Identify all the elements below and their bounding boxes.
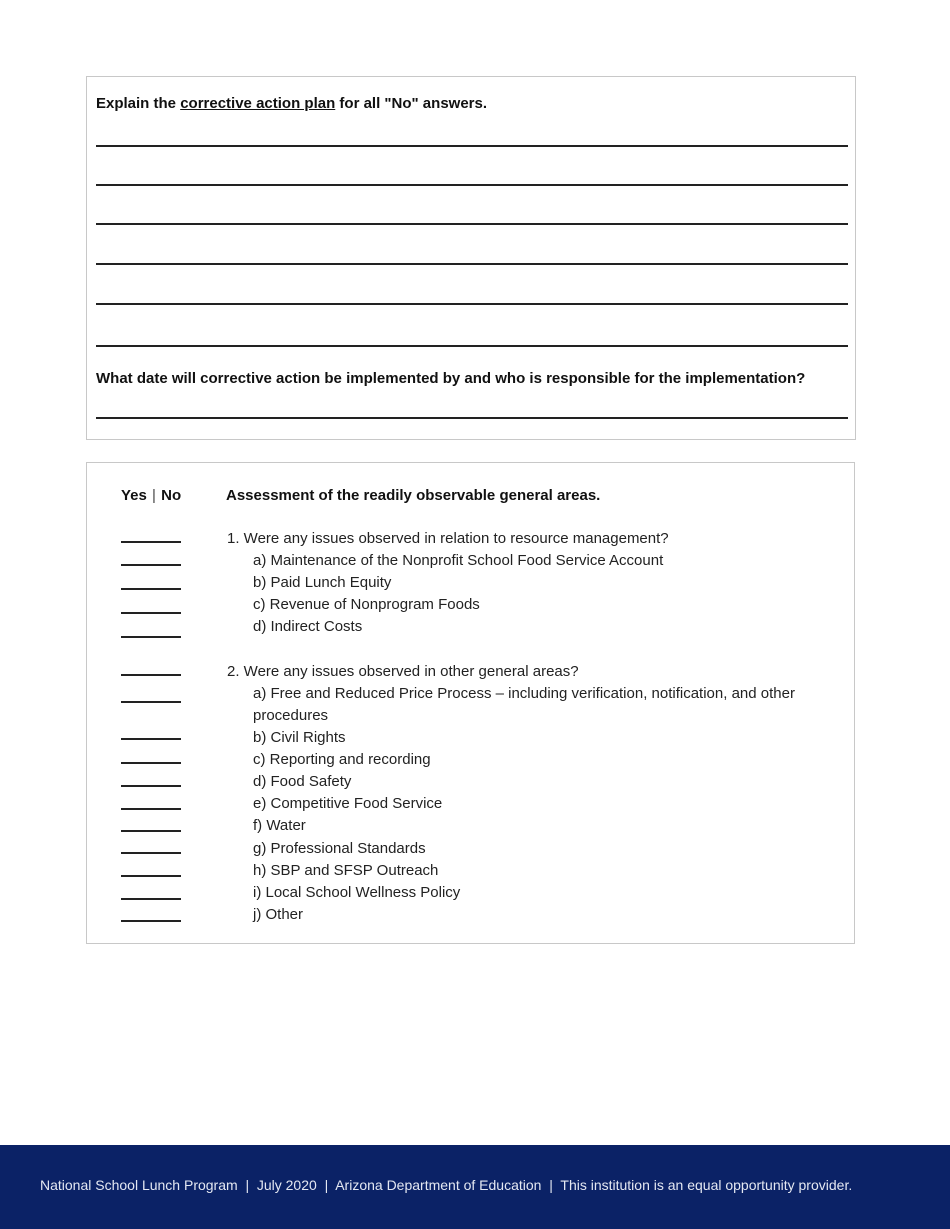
answer-line-q2[interactable] <box>121 674 181 676</box>
q2-item-f: f) Water <box>253 817 306 834</box>
plan-write-line[interactable] <box>96 345 848 347</box>
q2-item-j: j) Other <box>253 906 304 923</box>
implementation-write-line[interactable] <box>96 417 848 419</box>
q2-item-b: b) Civil Rights <box>253 729 346 746</box>
plan-write-line[interactable] <box>96 223 848 225</box>
assessment-section <box>86 462 855 944</box>
answer-line-q2c[interactable] <box>121 762 181 764</box>
prompt-suffix: for all "No" answers. <box>335 95 488 112</box>
yes-no-header <box>121 487 181 504</box>
prompt-prefix: Explain the <box>96 95 181 112</box>
corrective-plan-prompt <box>96 95 487 112</box>
corrective-action-plan-link: corrective action plan <box>180 95 336 112</box>
plan-write-line[interactable] <box>96 303 848 305</box>
question-1: 1. Were any issues observed in relation to resource management? <box>227 530 669 547</box>
q1-item-d: d) Indirect Costs <box>253 618 363 635</box>
assessment-title: Assessment of the readily observable general areas. <box>226 487 601 504</box>
answer-line-q2g[interactable] <box>121 852 181 854</box>
answer-line-q2a[interactable] <box>121 701 181 703</box>
no-label: No <box>161 487 182 504</box>
yes-no-separator: | <box>152 487 156 504</box>
page-footer <box>0 1145 950 1229</box>
answer-line-q2h[interactable] <box>121 875 181 877</box>
q2-item-i: i) Local School Wellness Policy <box>253 884 461 901</box>
yes-label: Yes <box>121 487 147 504</box>
corrective-action-section <box>86 76 856 440</box>
answer-line-q1a[interactable] <box>121 564 181 566</box>
answer-line-q2b[interactable] <box>121 738 181 740</box>
answer-line-q2d[interactable] <box>121 785 181 787</box>
q2-item-g: g) Professional Standards <box>253 840 426 857</box>
q1-item-c: c) Revenue of Nonprogram Foods <box>253 596 480 613</box>
answer-line-q2j[interactable] <box>121 920 181 922</box>
q2-item-h: h) SBP and SFSP Outreach <box>253 862 439 879</box>
answer-line-q2f[interactable] <box>121 830 181 832</box>
q2-item-d: d) Food Safety <box>253 773 352 790</box>
question-2: 2. Were any issues observed in other general areas? <box>227 663 579 680</box>
answer-line-q1c[interactable] <box>121 612 181 614</box>
q1-item-b: b) Paid Lunch Equity <box>253 574 392 591</box>
q2-item-e: e) Competitive Food Service <box>253 795 443 812</box>
answer-line-q2i[interactable] <box>121 898 181 900</box>
plan-write-line[interactable] <box>96 263 848 265</box>
answer-line-q1[interactable] <box>121 541 181 543</box>
footer-text: National School Lunch Program | July 2020 | Arizona Department of Education | This institution is an equal opportunity provider. <box>40 1177 853 1193</box>
plan-write-line[interactable] <box>96 145 848 147</box>
q2-item-c: c) Reporting and recording <box>253 751 431 768</box>
plan-write-line[interactable] <box>96 184 848 186</box>
answer-line-q1b[interactable] <box>121 588 181 590</box>
answer-line-q1d[interactable] <box>121 636 181 638</box>
q1-item-a: a) Maintenance of the Nonprofit School Food Service Account <box>253 552 664 569</box>
answer-line-q2e[interactable] <box>121 808 181 810</box>
implementation-date-prompt: What date will corrective action be implemented by and who is responsible for the implementation? <box>96 370 806 387</box>
q2-item-a: a) Free and Reduced Price Process – including verification, notification, and other procedures <box>253 685 795 724</box>
